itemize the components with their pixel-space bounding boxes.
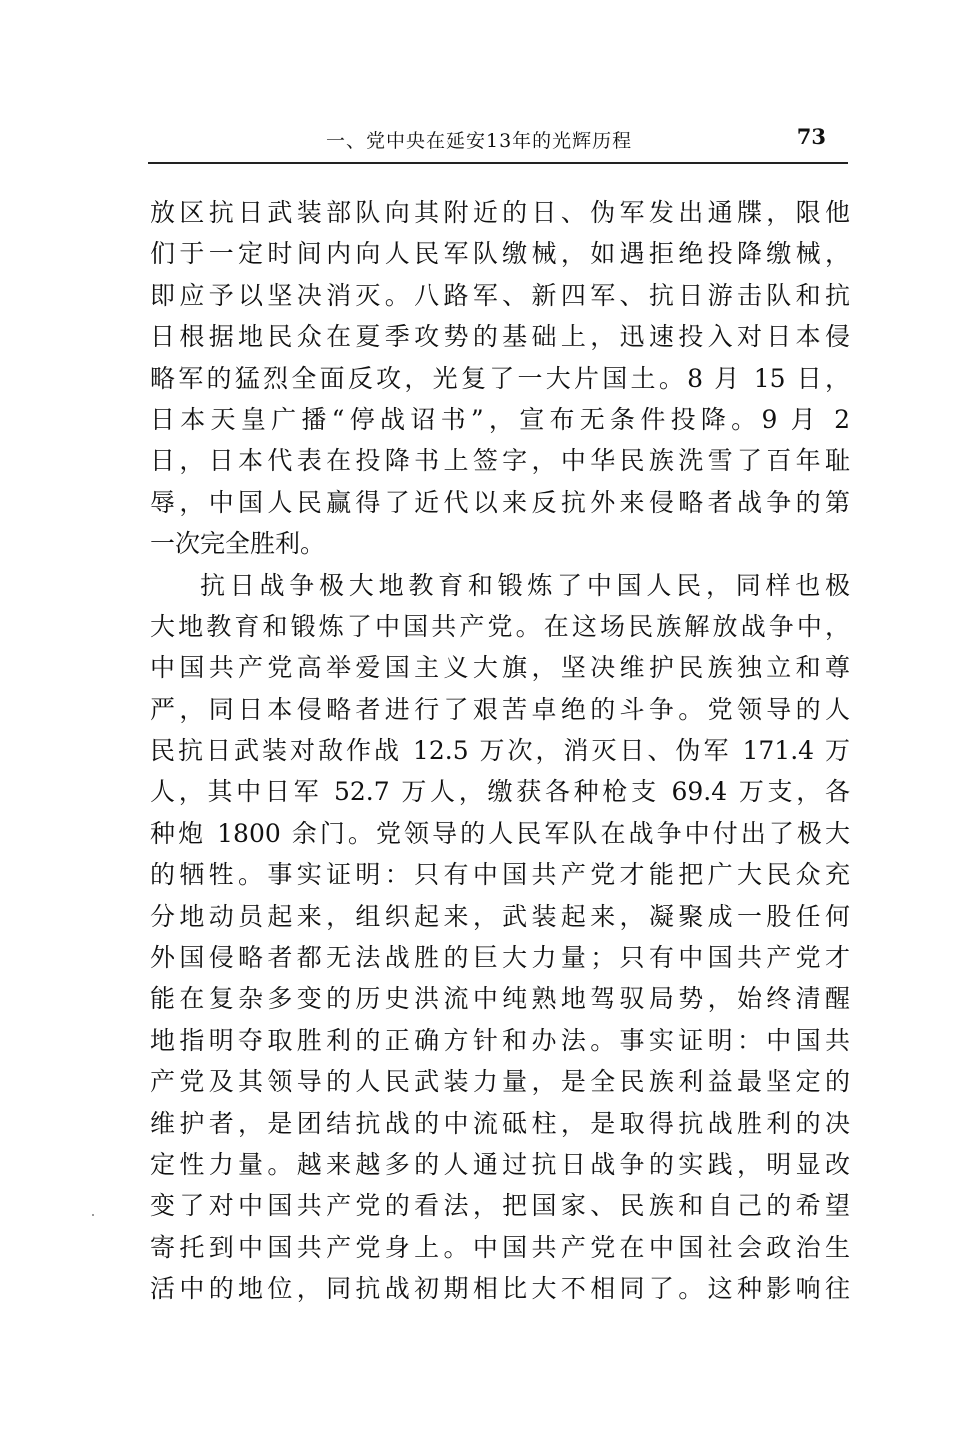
scan-speck [92,1214,94,1216]
text-line: 放区抗日武装部队向其附近的日、伪军发出通牒，限他 [150,198,850,227]
running-title: 一、党中央在延安13年的光辉历程 [326,130,633,152]
text-line: 人，其中日军 52.7 万人，缴获各种枪支 69.4 万支，各 [150,777,850,807]
text-line: 能在复杂多变的历史洪流中纯熟地驾驭局势，始终清醒 [150,984,850,1014]
text-line: 即应予以坚决消灭。八路军、新四军、抗日游击队和抗 [150,280,850,310]
text-line: 维护者，是团结抗战的中流砥柱，是取得抗战胜利的决 [150,1108,850,1138]
text-line: 略军的猛烈全面反攻，光复了一大片国土。8 月 15 日， [150,363,850,393]
text-line: 中国共产党高举爱国主义大旗，坚决维护民族独立和尊 [150,653,850,683]
text-line: 地指明夺取胜利的正确方针和办法。事实证明：中国共 [150,1025,850,1055]
text-line: 日，日本代表在投降书上签字，中华民族洗雪了百年耻 [150,446,850,476]
page-number: 73 [796,124,826,149]
text-line: 日根据地民众在夏季攻势的基础上，迅速投入对日本侵 [150,322,850,352]
text-line: 种炮 1800 余门。党领导的人民军队在战争中付出了极大 [150,818,850,848]
text-line: 外国侵略者都无法战胜的巨大力量；只有中国共产党才 [150,943,850,973]
page-header [148,118,848,164]
text-line: 寄托到中国共产党身上。中国共产党在中国社会政治生 [150,1232,850,1262]
text-line: 抗日战争极大地教育和锻炼了中国人民，同样也极 [200,570,850,600]
text-line: 变了对中国共产党的看法，把国家、民族和自己的希望 [150,1191,850,1221]
text-line: 辱，中国人民赢得了近代以来反抗外来侵略者战争的第 [150,487,850,517]
text-line: 分地动员起来，组织起来，武装起来，凝聚成一股任何 [150,901,850,931]
text-line: 们于一定时间内向人民军队缴械，如遇拒绝投降缴械， [150,239,850,269]
text-line: 产党及其领导的人民武装力量，是全民族利益最坚定的 [150,1067,850,1097]
text-line: 活中的地位，同抗战初期相比大不相同了。这种影响往 [150,1274,850,1304]
text-line: 一次完全胜利。 [150,529,326,559]
body-text [150,192,850,1310]
text-line: 严，同日本侵略者进行了艰苦卓绝的斗争。党领导的人 [150,694,850,724]
text-line: 大地教育和锻炼了中国共产党。在这场民族解放战争中， [150,611,850,641]
text-line: 民抗日武装对敌作战 12.5 万次，消灭日、伪军 171.4 万 [150,736,850,766]
text-line: 的牺牲。事实证明：只有中国共产党才能把广大民众充 [150,860,850,890]
text-line: 日本天皇广播“停战诏书”，宣布无条件投降。9 月 2 [150,404,850,434]
text-line: 定性力量。越来越多的人通过抗日战争的实践，明显改 [150,1149,850,1179]
